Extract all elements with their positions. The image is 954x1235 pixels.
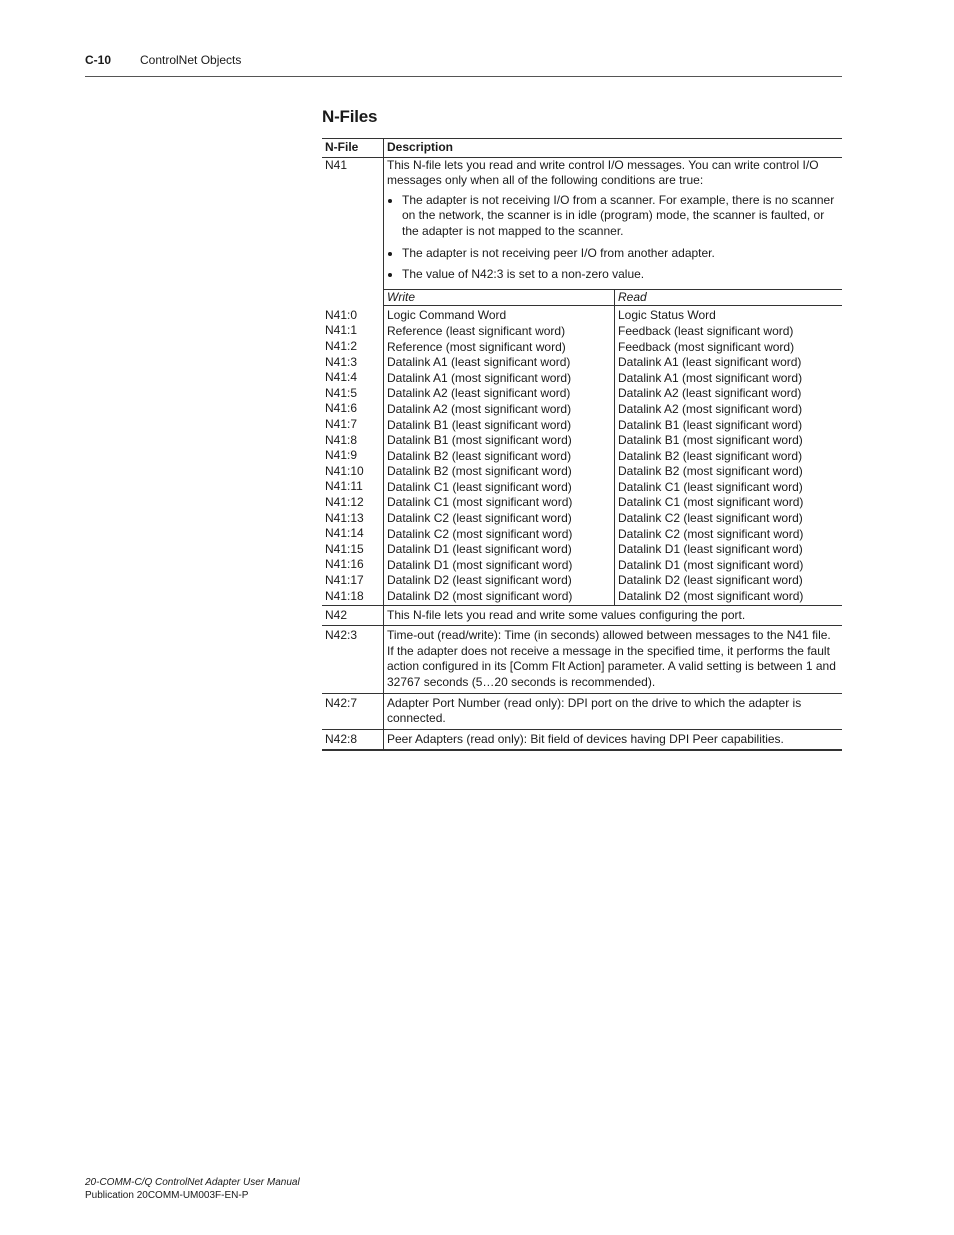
table-row-n41: [322, 157, 842, 289]
read-value: Feedback (most significant word): [618, 339, 795, 354]
write-value: Datalink A2 (least significant word): [387, 386, 571, 401]
write-value: Datalink C2 (least significant word): [387, 511, 572, 526]
write-value: Datalink B2 (least significant word): [387, 448, 572, 463]
read-value: Datalink A1 (most significant word): [618, 370, 803, 385]
n41-index: N41:4: [325, 370, 358, 385]
page-header: [85, 52, 842, 77]
read-value: Datalink A1 (least significant word): [618, 355, 802, 370]
read-value: Datalink A2 (least significant word): [618, 386, 802, 401]
read-value: Datalink D1 (least significant word): [618, 542, 803, 557]
nfile-cell: N41: [322, 157, 384, 289]
n41-index: N41:5: [325, 385, 358, 400]
write-read-header-row: [322, 289, 842, 306]
nfile-cell: N42:7: [322, 693, 384, 729]
write-value: Datalink C1 (most significant word): [387, 495, 573, 510]
n41-index: N41:15: [325, 541, 364, 556]
write-value: Datalink C2 (most significant word): [387, 526, 573, 541]
n41-index: N41:16: [325, 557, 364, 572]
table-row: [322, 693, 842, 729]
n41-index: N41:10: [325, 463, 364, 478]
page-footer: [85, 1176, 300, 1202]
column-header-nfile: N-File: [322, 139, 384, 158]
page-number: C-10: [85, 53, 112, 67]
manual-title: 20-COMM-C/Q ControlNet Adapter User Manual: [85, 1177, 300, 1188]
write-value: Datalink B1 (least significant word): [387, 417, 572, 432]
publication-number: Publication 20COMM-UM003F-EN-P: [85, 1190, 249, 1201]
n41-index: N41:18: [325, 588, 364, 603]
write-header: Write: [384, 289, 615, 306]
section-heading: N-Files: [322, 107, 378, 126]
list-item: • The value of N42:3 is set to a non-zero value.: [402, 267, 839, 283]
table-row: [322, 605, 842, 626]
n41-index: N41:1: [325, 323, 358, 338]
read-header: Read: [615, 289, 843, 306]
description-cell: This N-file lets you read and write some values configuring the port.: [384, 605, 843, 626]
write-value: Reference (most significant word): [387, 339, 566, 354]
nfile-cell: N42:3: [322, 626, 384, 693]
n41-index: N41:14: [325, 526, 364, 541]
nfile-cell: N42:8: [322, 729, 384, 750]
n41-index: N41:0: [325, 307, 358, 322]
read-value: Datalink B1 (least significant word): [618, 417, 803, 432]
column-header-description: Description: [384, 139, 843, 158]
table-body: [322, 157, 842, 750]
list-item: • The adapter is not receiving peer I/O from another adapter.: [402, 246, 839, 262]
n41-index: N41:13: [325, 510, 364, 525]
read-value: Datalink C1 (most significant word): [618, 495, 804, 510]
write-value: Datalink B2 (most significant word): [387, 464, 572, 479]
read-value: Datalink C1 (least significant word): [618, 479, 803, 494]
read-value: Logic Status Word: [618, 308, 716, 323]
n41-read-list: [615, 306, 843, 605]
list-item: • The adapter is not receiving I/O from a scanner. For example, there is no scanner on the network, the scanner is in idle (program) mode, the scanner is faulted, or the adapter is not mapped to the scanner.: [402, 193, 839, 240]
table-header-row: [322, 139, 842, 158]
n41-index: N41:6: [325, 401, 358, 416]
condition-list: [387, 193, 839, 283]
write-value: Logic Command Word: [387, 308, 507, 323]
description-cell: [384, 157, 843, 289]
read-value: Datalink D1 (most significant word): [618, 557, 804, 572]
n41-write-list: [384, 306, 615, 605]
write-value: Datalink B1 (most significant word): [387, 433, 572, 448]
table-row: [322, 626, 842, 693]
n41-index: N41:11: [325, 479, 363, 494]
n41-index: N41:17: [325, 572, 364, 587]
read-value: Datalink B2 (least significant word): [618, 448, 803, 463]
n41-index: N41:12: [325, 494, 364, 509]
n41-index: N41:9: [325, 448, 358, 463]
write-value: Datalink D2 (most significant word): [387, 589, 573, 604]
n41-index: N41:2: [325, 339, 358, 354]
read-value: Datalink D2 (most significant word): [618, 589, 804, 604]
read-value: Datalink C2 (most significant word): [618, 526, 804, 541]
read-value: Datalink C2 (least significant word): [618, 511, 803, 526]
description-cell: Time-out (read/write): Time (in seconds) allowed between messages to the N41 file. If the adapter does not receive a message in the specified time, it performs the fault action configured in its [Comm Flt Action] parameter. A valid setting is between 1 and 32767 seconds (5…20 seconds is recommended).: [384, 626, 843, 693]
read-value: Datalink B1 (most significant word): [618, 433, 803, 448]
write-value: Datalink A1 (most significant word): [387, 370, 572, 385]
n41-words-row: [322, 306, 842, 605]
description-cell: Peer Adapters (read only): Bit field of devices having DPI Peer capabilities.: [384, 729, 843, 750]
read-value: Feedback (least significant word): [618, 323, 794, 338]
n41-index: N41:7: [325, 417, 358, 431]
write-value: Datalink D1 (least significant word): [387, 542, 572, 557]
write-value: Datalink A1 (least significant word): [387, 355, 571, 370]
write-value: Datalink A2 (most significant word): [387, 401, 572, 416]
write-value: Datalink D1 (most significant word): [387, 557, 573, 572]
n-files-table: [322, 138, 842, 751]
read-value: Datalink B2 (most significant word): [618, 464, 803, 479]
section-title: ControlNet Objects: [140, 53, 242, 67]
read-value: Datalink D2 (least significant word): [618, 573, 803, 588]
n41-index: N41:3: [325, 354, 358, 369]
write-value: Datalink C1 (least significant word): [387, 479, 572, 494]
read-value: Datalink A2 (most significant word): [618, 401, 803, 416]
write-value: Reference (least significant word): [387, 323, 566, 338]
write-value: Datalink D2 (least significant word): [387, 573, 572, 588]
nfile-cell: N42: [322, 605, 384, 626]
n41-intro: This N-file lets you read and write control I/O messages. You can write control I/O messages only when all of the following conditions are true:: [387, 157, 819, 188]
table-row: [322, 729, 842, 750]
description-cell: Adapter Port Number (read only): DPI port on the drive to which the adapter is connected.: [384, 693, 843, 729]
n41-index: N41:8: [325, 432, 358, 447]
n41-index-list: [322, 306, 384, 605]
